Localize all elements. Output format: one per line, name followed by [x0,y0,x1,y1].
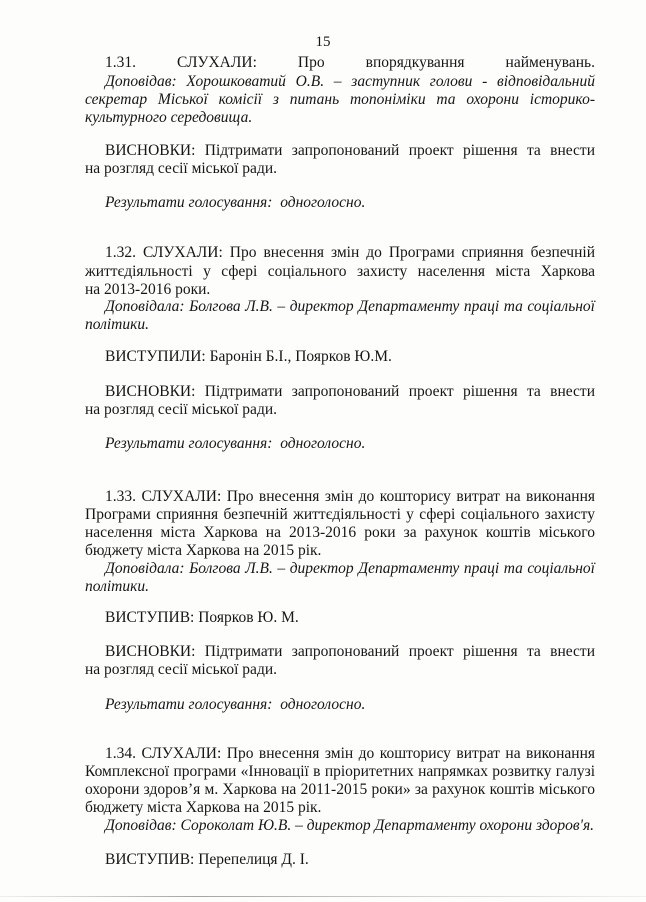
heard-label: СЛУХАЛИ: [142,244,223,261]
conclusion-line: ВИСНОВКИ: Підтримати запропонований проект рішення та внести [105,643,595,660]
vote-result: Результати голосування: одноголосно. [105,696,366,713]
item-number: 1.34. [105,745,136,762]
reporter-line: політики. [85,316,149,333]
item-heading [105,54,595,72]
item-heading [105,488,595,506]
reporter-line: секретар Міської комісії з питань топоніміки та охорони історико- [85,91,595,108]
item-number: 1.32. [105,244,136,261]
heard-text: Про впорядкування найменувань. [297,54,595,71]
heard-text: охорони здоров’я м. Харкова на 2011-2015 роки» за рахунок коштів міського [85,781,595,798]
reporter-line: культурного середовища. [85,109,253,126]
heard-text: населення міста Харкова на 2013-2016 роки за рахунок коштів міського [85,524,595,541]
conclusion-line: ВИСНОВКИ: Підтримати запропонований проект рішення та внести [105,142,595,159]
item-heading [105,244,595,262]
heard-text: на 2013-2016 роки. [85,281,211,298]
speakers: ВИСТУПИВ: Поярков Ю. М. [105,609,299,626]
conclusion-line: на розгляд сесії міської ради. [85,661,277,678]
heard-text: Про внесення змін до кошторису витрат на виконання [226,488,596,505]
reporter-line: політики. [85,578,149,595]
reporter-line: Доповідав: Хорошковатий О.В. – заступник голови - відповідальний [105,73,595,90]
reporter-line: Доповідав: Сороколат Ю.В. – директор Департаменту охорони здоров'я. [105,817,595,834]
heard-label: СЛУХАЛИ: [141,745,222,762]
scan-edge-divider [0,896,646,897]
item-number: 1.33. [105,488,136,505]
heard-label: СЛУХАЛИ: [141,488,222,505]
heard-text: Про внесення змін до Програми сприяння безпечній [229,244,595,261]
item-number: 1.31. [105,54,136,71]
speakers: ВИСТУПИЛИ: Баронін Б.І., Поярков Ю.М. [105,348,392,365]
vote-result: Результати голосування: одноголосно. [105,194,366,211]
conclusion-line: ВИСНОВКИ: Підтримати запропонований проект рішення та внести [105,383,595,400]
heard-text: життєдіяльності у сфері соціального захисту населення міста Харкова [85,263,595,280]
conclusion-line: на розгляд сесії міської ради. [85,401,277,418]
heard-label: СЛУХАЛИ: [177,54,257,71]
conclusion-line: на розгляд сесії міської ради. [85,160,277,177]
heard-text: Програми сприяння безпечній життєдіяльності у сфері соціального захисту [85,506,595,523]
item-heading [105,745,595,763]
heard-text: бюджету міста Харкова на 2015 рік. [85,542,322,559]
vote-result: Результати голосування: одноголосно. [105,435,366,452]
heard-text: Комплексної програми «Інновації в пріоритетних напрямках розвитку галузі [85,763,595,780]
heard-text: Про внесення змін до кошторису витрат на виконання [226,745,596,762]
reporter-line: Доповідала: Болгова Л.В. – директор Департаменту праці та соціальної [105,560,595,577]
reporter-line: Доповідала: Болгова Л.В. – директор Департаменту праці та соціальної [105,298,595,315]
speakers: ВИСТУПИВ: Перепелиця Д. І. [105,851,309,868]
heard-text: бюджету міста Харкова на 2015 рік. [85,799,322,816]
page-number: 15 [315,34,331,50]
